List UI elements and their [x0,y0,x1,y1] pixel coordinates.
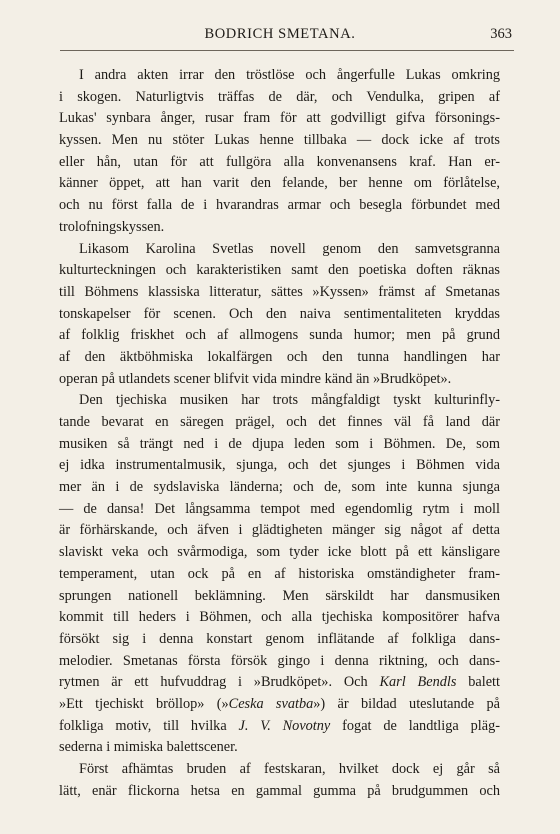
text-line: af den äktböhmiska lokalfärgen och den tunna handlingen har [59,348,500,365]
text-line: försökt sig i denna konstart genom inflätande af folkliga dans- [59,630,500,647]
text-line: till Böhmens klassiska litteratur, sättes »Kyssen» främst af Smetanas [59,283,500,300]
text-line: I andra akten irrar den tröstlöse och ångerfulle Lukas omkring [79,67,500,83]
text-line [59,672,500,694]
text-line: trolofningskyssen. [59,218,165,235]
page-number: 363 [490,26,512,42]
text-run: balett [468,674,501,691]
text-line: Likasom Karolina Svetlas novell genom den samvetsgranna [79,240,500,257]
text-line: — de dansa! Det långsamma tempot med egendomlig rytm i moll [59,500,500,517]
paragraph-1 [59,65,500,239]
text-run: folkliga motiv, till hvilka [59,717,227,734]
text-line: musiken så trängt ned i de djupa leden som i Böhmen. De, som [59,435,500,452]
text-line: sprungen nationell beklämning. Men särskildt har dansmusiken [59,587,500,604]
text-line: eller hån, utan för att fullgöra alla konvenansens kraf. Han er- [59,153,500,170]
author-name: Karl Bendls [379,674,457,691]
text-line: ej idka instrumentalmusik, sjunga, och det sjunges i Böhmen vida [59,457,500,474]
text-line: är förhärskande, och äfven i glädtigheten mänger sig något af detta [59,522,500,539]
header-rule [60,50,514,51]
text-line [59,716,500,738]
text-line: Lukas' synbara ånger, rusar fram för att godvilligt gifva försonings- [59,110,500,127]
text-line: lätt, enär flickorna hetsa en gammal gumma på brudgummen och [59,782,500,799]
page-header [0,26,560,46]
text-line: slaviskt veka och svårmodiga, som tyder icke blott på ett känsligare [59,544,500,561]
text-line: af folklig friskhet och af allmogens sunda humor; men på grund [59,327,500,344]
text-line: kyssen. Men nu stöter Lukas henne tillbaka — dock icke af trots [59,132,500,149]
running-title: BODRICH SMETANA. [204,26,356,42]
text-run: fogat de landtliga pläg- [342,717,500,734]
text-line: mer än i de sydslaviska länderna; och de, som inte kunna sjunga [59,479,500,496]
work-title: Ceska svatba [228,695,314,712]
paragraph-2 [59,239,500,391]
text-line: och nu först falla de i hvarandras armar och besegla förbundet med [59,197,500,214]
text-run: »Ett tjechiskt bröllop» (» [59,695,229,712]
text-line [59,694,500,716]
body-text [59,65,500,802]
text-run: rytmen är ett hufvuddrag i »Brudköpet». Och [59,674,368,691]
text-line: melodier. Smetanas första försök gingo i denna riktning, och dans- [59,652,500,669]
text-line: tonskapelser för scenen. Och den naiva sentimentaliteten kryddas [59,305,500,322]
text-line: operan på utlandets scener blifvit vida mindre känd än »Brudköpet». [59,370,452,387]
text-line: kulturteckningen och karakteristiken samt den poetiska doften räknas [59,262,500,279]
text-run: ») är bildad uteslutande på [313,695,500,712]
text-line: sederna i mimiska balettscener. [59,739,238,756]
text-line: Först afhämtas bruden af festskaran, hvilket dock ej går så [79,761,500,777]
text-line: temperament, utan ock på en af historiska omständigheter fram- [59,565,500,582]
text-line: känner öppet, att han varit den felande, ber henne om förlåtelse, [59,175,500,192]
paragraph-4 [59,759,500,802]
author-name: J. V. Novotny [238,717,331,734]
text-line: kommit till heders i Böhmen, och alla tjechiska kompositörer hafva [59,609,500,626]
text-line: tande bevarat en säregen prägel, och det finnes väl få land där [59,414,500,430]
paragraph-3 [59,390,500,759]
text-line: i skogen. Naturligtvis träffas de där, och Vendulka, gripen af [59,88,500,105]
text-line: Den tjechiska musiken har trots mångfaldigt tyskt kulturinfly- [79,392,500,409]
